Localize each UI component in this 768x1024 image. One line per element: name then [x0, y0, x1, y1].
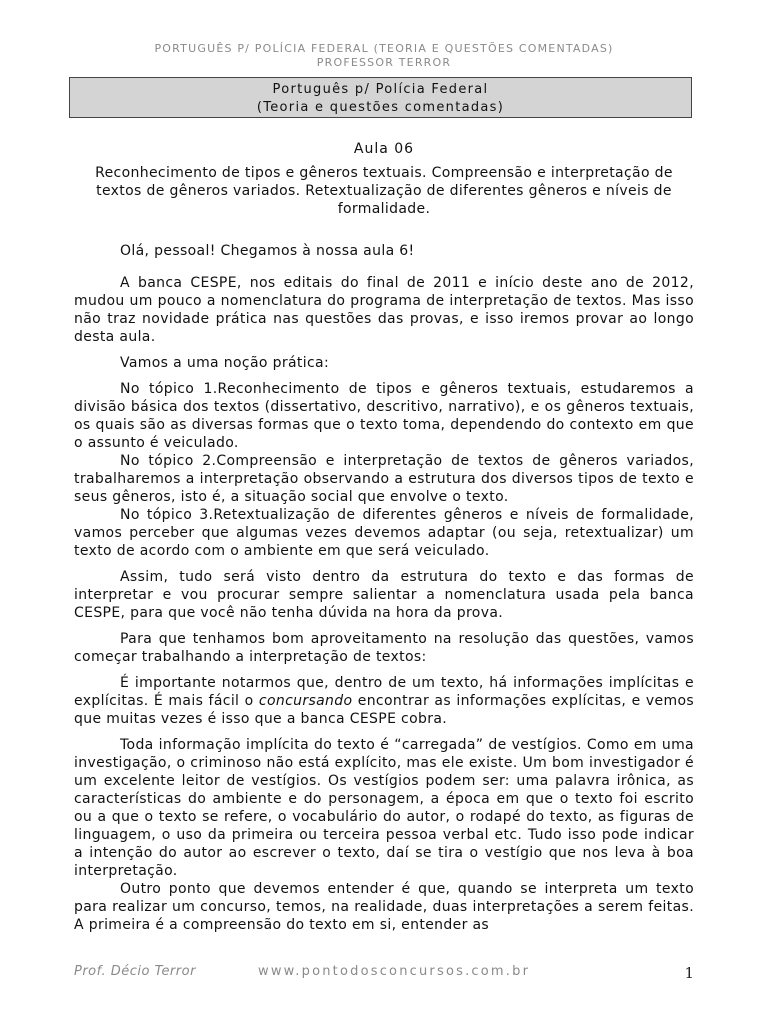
course-title: Português p/ Polícia Federal — [272, 82, 489, 97]
paragraph — [74, 674, 694, 728]
paragraph: Toda informação implícita do texto é “carregada” de vestígios. Como em uma investigação, o criminoso não está explícito, mas ele existe. Um bom investigador é um excelente leitor de vestígios. Os vestígios podem ser: uma palavra irônica, as características do ambiente e do personagem, a época em que o texto foi escrito ou a que o texto se refere, o vocabulário do autor, o rodapé do texto, as figuras de linguagem, o uso da primeira ou terceira pessoa verbal etc. Tudo isso pode indicar a intenção do autor ao escrever o texto, daí se tira o vestígio que nos leva à boa interpretação. — [74, 737, 694, 879]
paragraph-greeting: Olá, pessoal! Chegamos à nossa aula 6! — [120, 243, 415, 259]
course-subtitle: (Teoria e questões comentadas) — [256, 100, 505, 115]
paragraph: Assim, tudo será visto dentro da estrutura do texto e das formas de interpretar e vou procurar sempre salientar a nomenclatura usada pela banca CESPE, para que você não tenha dúvida na hora da prova. — [74, 569, 694, 621]
paragraph-text: É importante notarmos que, dentro de um texto, há informações implícitas e explícitas. É mais fácil o — [74, 675, 694, 709]
running-header-title: PORTUGUÊS P/ POLÍCIA FEDERAL (TEORIA E QUESTÕES COMENTADAS) — [154, 42, 614, 55]
paragraph: Vamos a uma noção prática: — [120, 355, 330, 371]
paragraph: No tópico 2.Compreensão e interpretação de textos de gêneros variados, trabalharemos a interpretação observando a estrutura dos diversos tipos de texto e seus gêneros, isto é, a situação social que envolve o texto. — [74, 453, 694, 505]
footer-author: Prof. Décio Terror — [74, 964, 196, 979]
footer-website-link[interactable]: www.pontodosconcursos.com.br — [258, 964, 531, 979]
emphasis-text: concursando — [258, 693, 353, 709]
paragraph: Outro ponto que devemos entender é que, quando se interpreta um texto para realizar um concurso, temos, na realidade, duas interpretações a serem feitas. A primeira é a compreensão do texto em si, entender as — [74, 881, 694, 933]
document-body — [74, 140, 694, 934]
paragraph: No tópico 3.Retextualização de diferentes gêneros e níveis de formalidade, vamos perceber que algumas vezes devemos adaptar (ou seja, retextualizar) um texto de acordo com o ambiente em que será veiculado. — [74, 507, 694, 559]
page-footer — [74, 964, 694, 982]
paragraph: Para que tenhamos bom aproveitamento na resolução das questões, vamos começar trabalhando a interpretação de textos: — [74, 631, 694, 665]
page-number: 1 — [684, 964, 694, 982]
paragraph: A banca CESPE, nos editais do final de 2011 e início deste ano de 2012, mudou um pouco a nomenclatura do programa de interpretação de textos. Mas isso não traz novidade prática nas questões das provas, e isso iremos provar ao longo desta aula. — [74, 275, 694, 345]
paragraph-text: encontrar as informações explícitas, e vemos que muitas vezes é isso que a banca CESPE cobra. — [74, 693, 695, 727]
course-title-box — [69, 77, 692, 118]
running-header — [0, 42, 768, 70]
lesson-topics: Reconhecimento de tipos e gêneros textuais. Compreensão e interpretação de textos de gêneros variados. Retextualização de diferentes gêneros e níveis de formalidade. — [95, 165, 673, 217]
running-header-author: PROFESSOR TERROR — [316, 56, 452, 69]
paragraph: No tópico 1.Reconhecimento de tipos e gêneros textuais, estudaremos a divisão básica dos textos (dissertativo, descritivo, narrativo), e os gêneros textuais, os quais são as diversas formas que o texto toma, dependendo do contexto em que o assunto é veiculado. — [74, 381, 694, 451]
lesson-number: Aula 06 — [353, 141, 415, 157]
